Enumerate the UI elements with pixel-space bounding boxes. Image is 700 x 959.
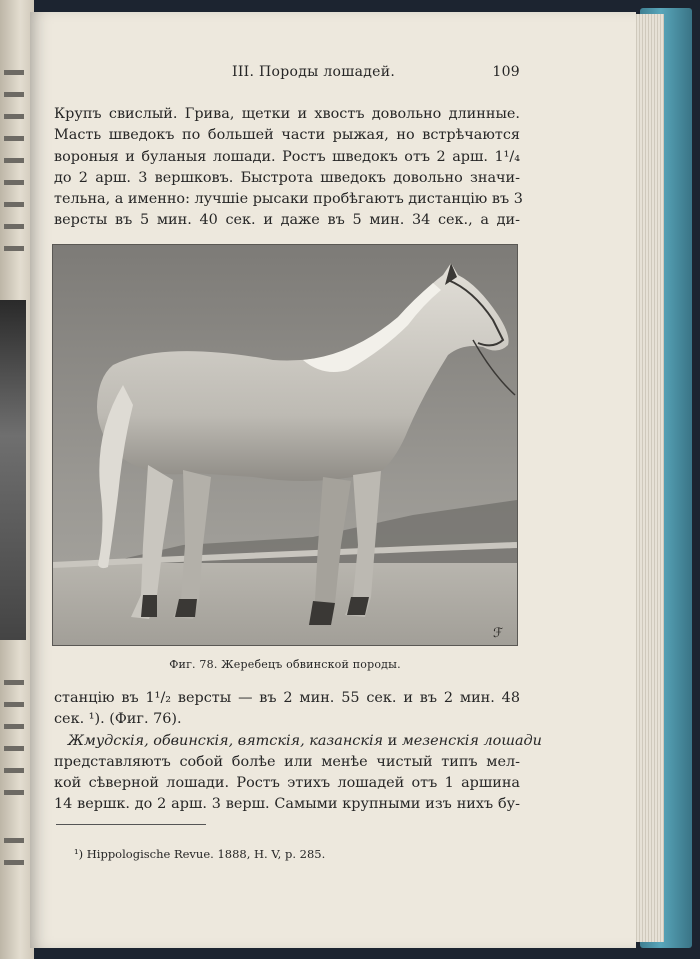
footnote-divider	[56, 824, 206, 825]
text-line: сек. ¹). (Фиг. 76).	[54, 711, 182, 728]
text-line: до 2 арш. 3 вершковъ. Быстрота шведокъ довольно значи-	[54, 169, 520, 186]
horse-photograph	[52, 244, 518, 646]
running-title: III. Породы лошадей.	[232, 64, 396, 80]
italic-breed-names: Жмудскія, обвинскія, вятскія, казанскія	[67, 732, 384, 749]
text-fragment: и	[383, 732, 402, 749]
text-line: версты въ 5 мин. 40 сек. и даже въ 5 мин. 34 сек., а ди-	[54, 212, 520, 229]
left-page-fragment	[0, 0, 34, 959]
text-line: станцію въ 1¹/₂ версты — въ 2 мин. 55 сек. и въ 2 мин. 48	[54, 690, 520, 706]
text-line: вороныя и буланыя лошади. Ростъ шведокъ отъ 2 арш. 1¹/₄	[54, 148, 520, 165]
horse-illustration	[53, 245, 517, 645]
text-line: Крупъ свислый. Грива, щетки и хвостъ довольно длинные.	[54, 106, 520, 122]
figure-caption: Фиг. 78. Жеребецъ обвинской породы.	[169, 658, 401, 671]
italic-breed-name: мезенскія лошади	[401, 732, 542, 749]
text-line	[54, 731, 542, 752]
top-paragraph	[54, 104, 523, 232]
text-line: представляютъ собой болѣе или менѣе чистый типъ мел-	[54, 753, 520, 770]
text-line: Масть шведокъ по большей части рыжая, но встрѣчаются	[54, 127, 520, 144]
text-line: тельна, а именно: лучшіе рысаки пробѣгаютъ дистанцію въ 3	[54, 191, 523, 208]
running-header	[54, 62, 520, 84]
bottom-paragraph	[54, 688, 542, 816]
footnote: ¹) Hippologische Revue. 1888, H. V, p. 285.	[74, 847, 326, 861]
text-line: кой сѣверной лошади. Ростъ этихъ лошадей отъ 1 аршина	[54, 775, 520, 792]
page-number: 109	[492, 64, 520, 80]
book-page	[30, 12, 636, 948]
text-line: 14 вершк. до 2 арш. 3 верш. Самыми крупными изъ нихъ бу-	[54, 796, 520, 813]
engraver-monogram: ℱ	[493, 626, 504, 641]
